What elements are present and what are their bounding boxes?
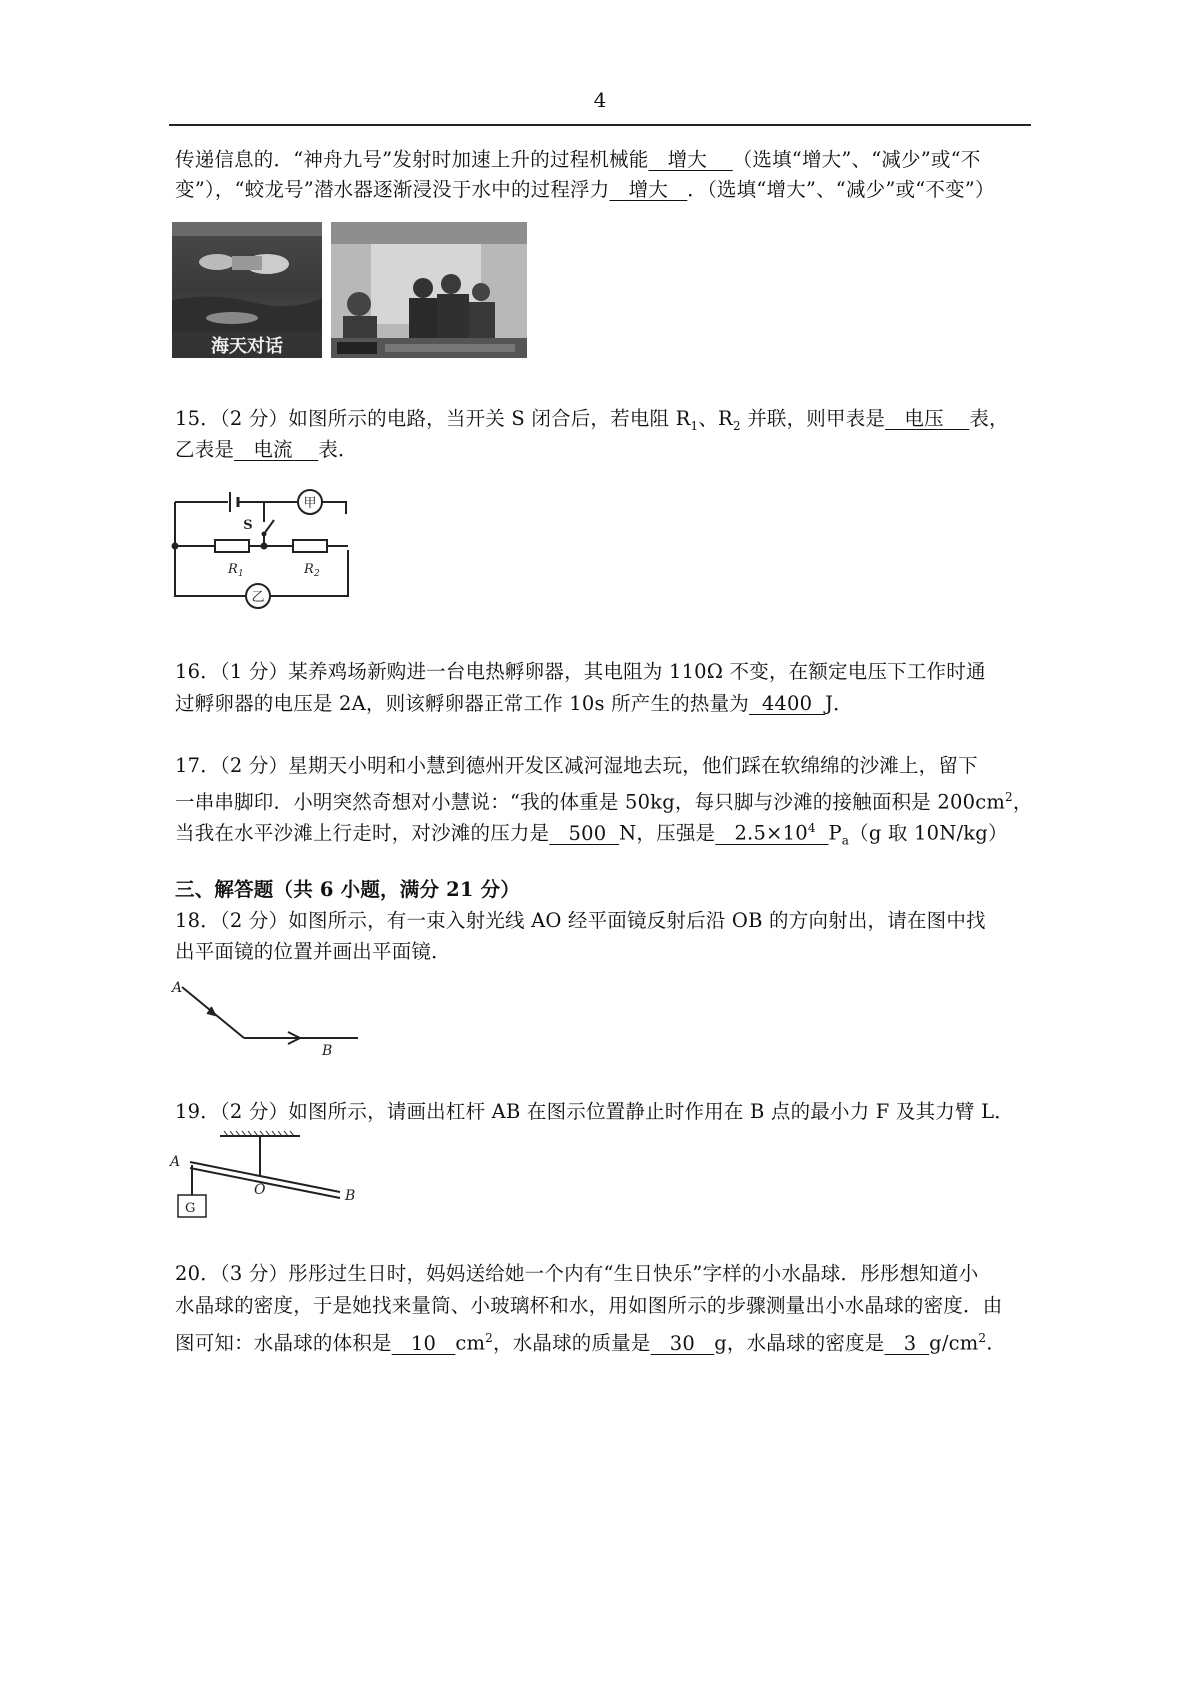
q14-line-2	[175, 176, 995, 204]
q14-text: （选填“增大”、“减少”或“不	[732, 148, 981, 171]
q20-text: ，水晶球的质量是	[492, 1331, 651, 1355]
q17-answer-force: 500	[568, 821, 607, 845]
resistor-r1-label: R	[228, 562, 238, 577]
lever-pivot-o-label: O	[254, 1182, 266, 1198]
lever-point-a-label: A	[170, 1154, 181, 1170]
q15-subscript: 2	[732, 418, 741, 433]
q17-text: P	[828, 821, 842, 845]
q17-answer-pressure: $2.5\times 10^4$	[734, 821, 816, 845]
meter-yi-label: 乙	[251, 590, 265, 605]
q20-text: cm	[455, 1331, 486, 1355]
q16-answer-heat: 4400	[761, 692, 813, 715]
q17-line-1: 17．（2 分）星期天小明和小慧到德州开发区减河湿地去玩，他们踩在软绵绵的沙滩上，留下	[175, 754, 978, 777]
resistor-r1-subscript: 1	[238, 569, 244, 579]
q17-text: 一串串脚印．小明突然奇想对小慧说：“我的体重是 50kg，每只脚与沙滩的接触面积是 200cm	[175, 790, 1006, 814]
q14-answer-buoyancy: 增大	[628, 178, 669, 201]
q20-text: g，水晶球的密度是	[714, 1331, 885, 1355]
photo-caption: 海天对话	[211, 336, 283, 357]
q18-line-2: 出平面镜的位置并画出平面镜．	[175, 940, 451, 963]
q15-text: 并联，则甲表是	[740, 407, 886, 430]
q20-answer-density: 3	[903, 1331, 917, 1355]
q16-line-2	[175, 690, 853, 718]
point-a-label: A	[172, 980, 183, 996]
q15-answer-yi: 电流	[253, 438, 293, 461]
switch-label: S	[243, 518, 253, 533]
q15-text: 15．（2 分）如图所示的电路，当开关 S 闭合后，若电阻 R	[175, 407, 691, 430]
circuit-diagram	[168, 476, 368, 611]
q15-line-2	[175, 436, 358, 464]
q18-line-1: 18．（2 分）如图所示，有一束入射光线 AO 经平面镜反射后沿 OB 的方向射出，请在图中找	[175, 909, 986, 932]
q16-line-1: 16．（1 分）某养鸡场新购进一台电热孵卵器，其电阻为 110Ω 不变，在额定电压下工作时通	[175, 660, 986, 683]
q20-text: .	[986, 1331, 993, 1355]
q15-text: 表，	[969, 407, 1009, 430]
q14-text: ．（选填“增大”、“减少”或“不变”）	[687, 178, 995, 201]
q20-line-1: 20．（3 分）彤彤过生日时，妈妈送给她一个内有“生日快乐”字样的小水晶球．彤彤想知道小	[175, 1262, 979, 1285]
q17-text: （g 取 10N/kg）	[849, 821, 1008, 845]
q20-answer-volume: 10	[410, 1331, 437, 1355]
q15-answer-jia: 电压	[904, 407, 944, 430]
q16-text: J．	[825, 692, 853, 715]
q17-line-2	[175, 783, 1033, 817]
q20-superscript: 2	[485, 1331, 493, 1345]
resistor-r2-label: R	[304, 562, 314, 577]
q15-text: 、R	[698, 407, 733, 430]
photo-submersible-crew	[331, 222, 527, 358]
point-b-label: B	[322, 1043, 333, 1059]
q20-line-3	[175, 1324, 993, 1358]
q20-text: g/cm	[929, 1331, 979, 1355]
q17-line-3	[175, 814, 1008, 854]
q20-answer-mass: 30	[669, 1331, 696, 1355]
section-3-heading: 三、解答题（共 6 小题，满分 21 分）	[175, 878, 521, 901]
q17-text: ，	[1012, 790, 1033, 814]
q17-text: 当我在水平沙滩上行走时，对沙滩的压力是	[175, 821, 550, 845]
lever-diagram	[168, 1130, 368, 1220]
q14-answer-mechanical-energy: 增大	[667, 148, 708, 171]
page-number: 4	[593, 88, 607, 112]
photo-rocket-sea	[172, 222, 322, 358]
weight-g-label: G	[185, 1201, 196, 1216]
q15-line-1	[175, 405, 1009, 440]
q17-superscript: 2	[1005, 790, 1013, 804]
q20-superscript: 2	[978, 1331, 987, 1345]
q20-line-2: 水晶球的密度，于是她找来量筒、小玻璃杯和水，用如图所示的步骤测量出小水晶球的密度．由	[175, 1294, 1003, 1317]
q15-text: 表．	[318, 438, 358, 461]
q20-text: 图可知：水晶球的体积是	[175, 1331, 392, 1355]
header-rule	[169, 124, 1031, 126]
q14-text: 传递信息的．“神舟九号”发射时加速上升的过程机械能	[175, 148, 649, 171]
q15-text: 乙表是	[175, 438, 235, 461]
meter-jia-label: 甲	[303, 496, 317, 511]
q17-subscript: a	[841, 833, 850, 848]
lever-point-b-label: B	[345, 1188, 356, 1204]
q19-line-1: 19．（2 分）如图所示，请画出杠杆 AB 在图示位置静止时作用在 B 点的最小力 F 及其力臂 L．	[175, 1100, 1014, 1123]
q15-subscript: 1	[690, 418, 699, 433]
q17-text: N，压强是	[619, 821, 716, 845]
q14-line-1	[175, 146, 981, 174]
q16-text: 过孵卵器的电压是 2A，则该孵卵器正常工作 10s 所产生的热量为	[175, 692, 750, 715]
light-ray-diagram	[168, 975, 368, 1059]
resistor-r2-subscript: 2	[314, 569, 320, 579]
q14-text: 变”），“蛟龙号”潜水器逐渐浸没于水中的过程浮力	[175, 178, 610, 201]
